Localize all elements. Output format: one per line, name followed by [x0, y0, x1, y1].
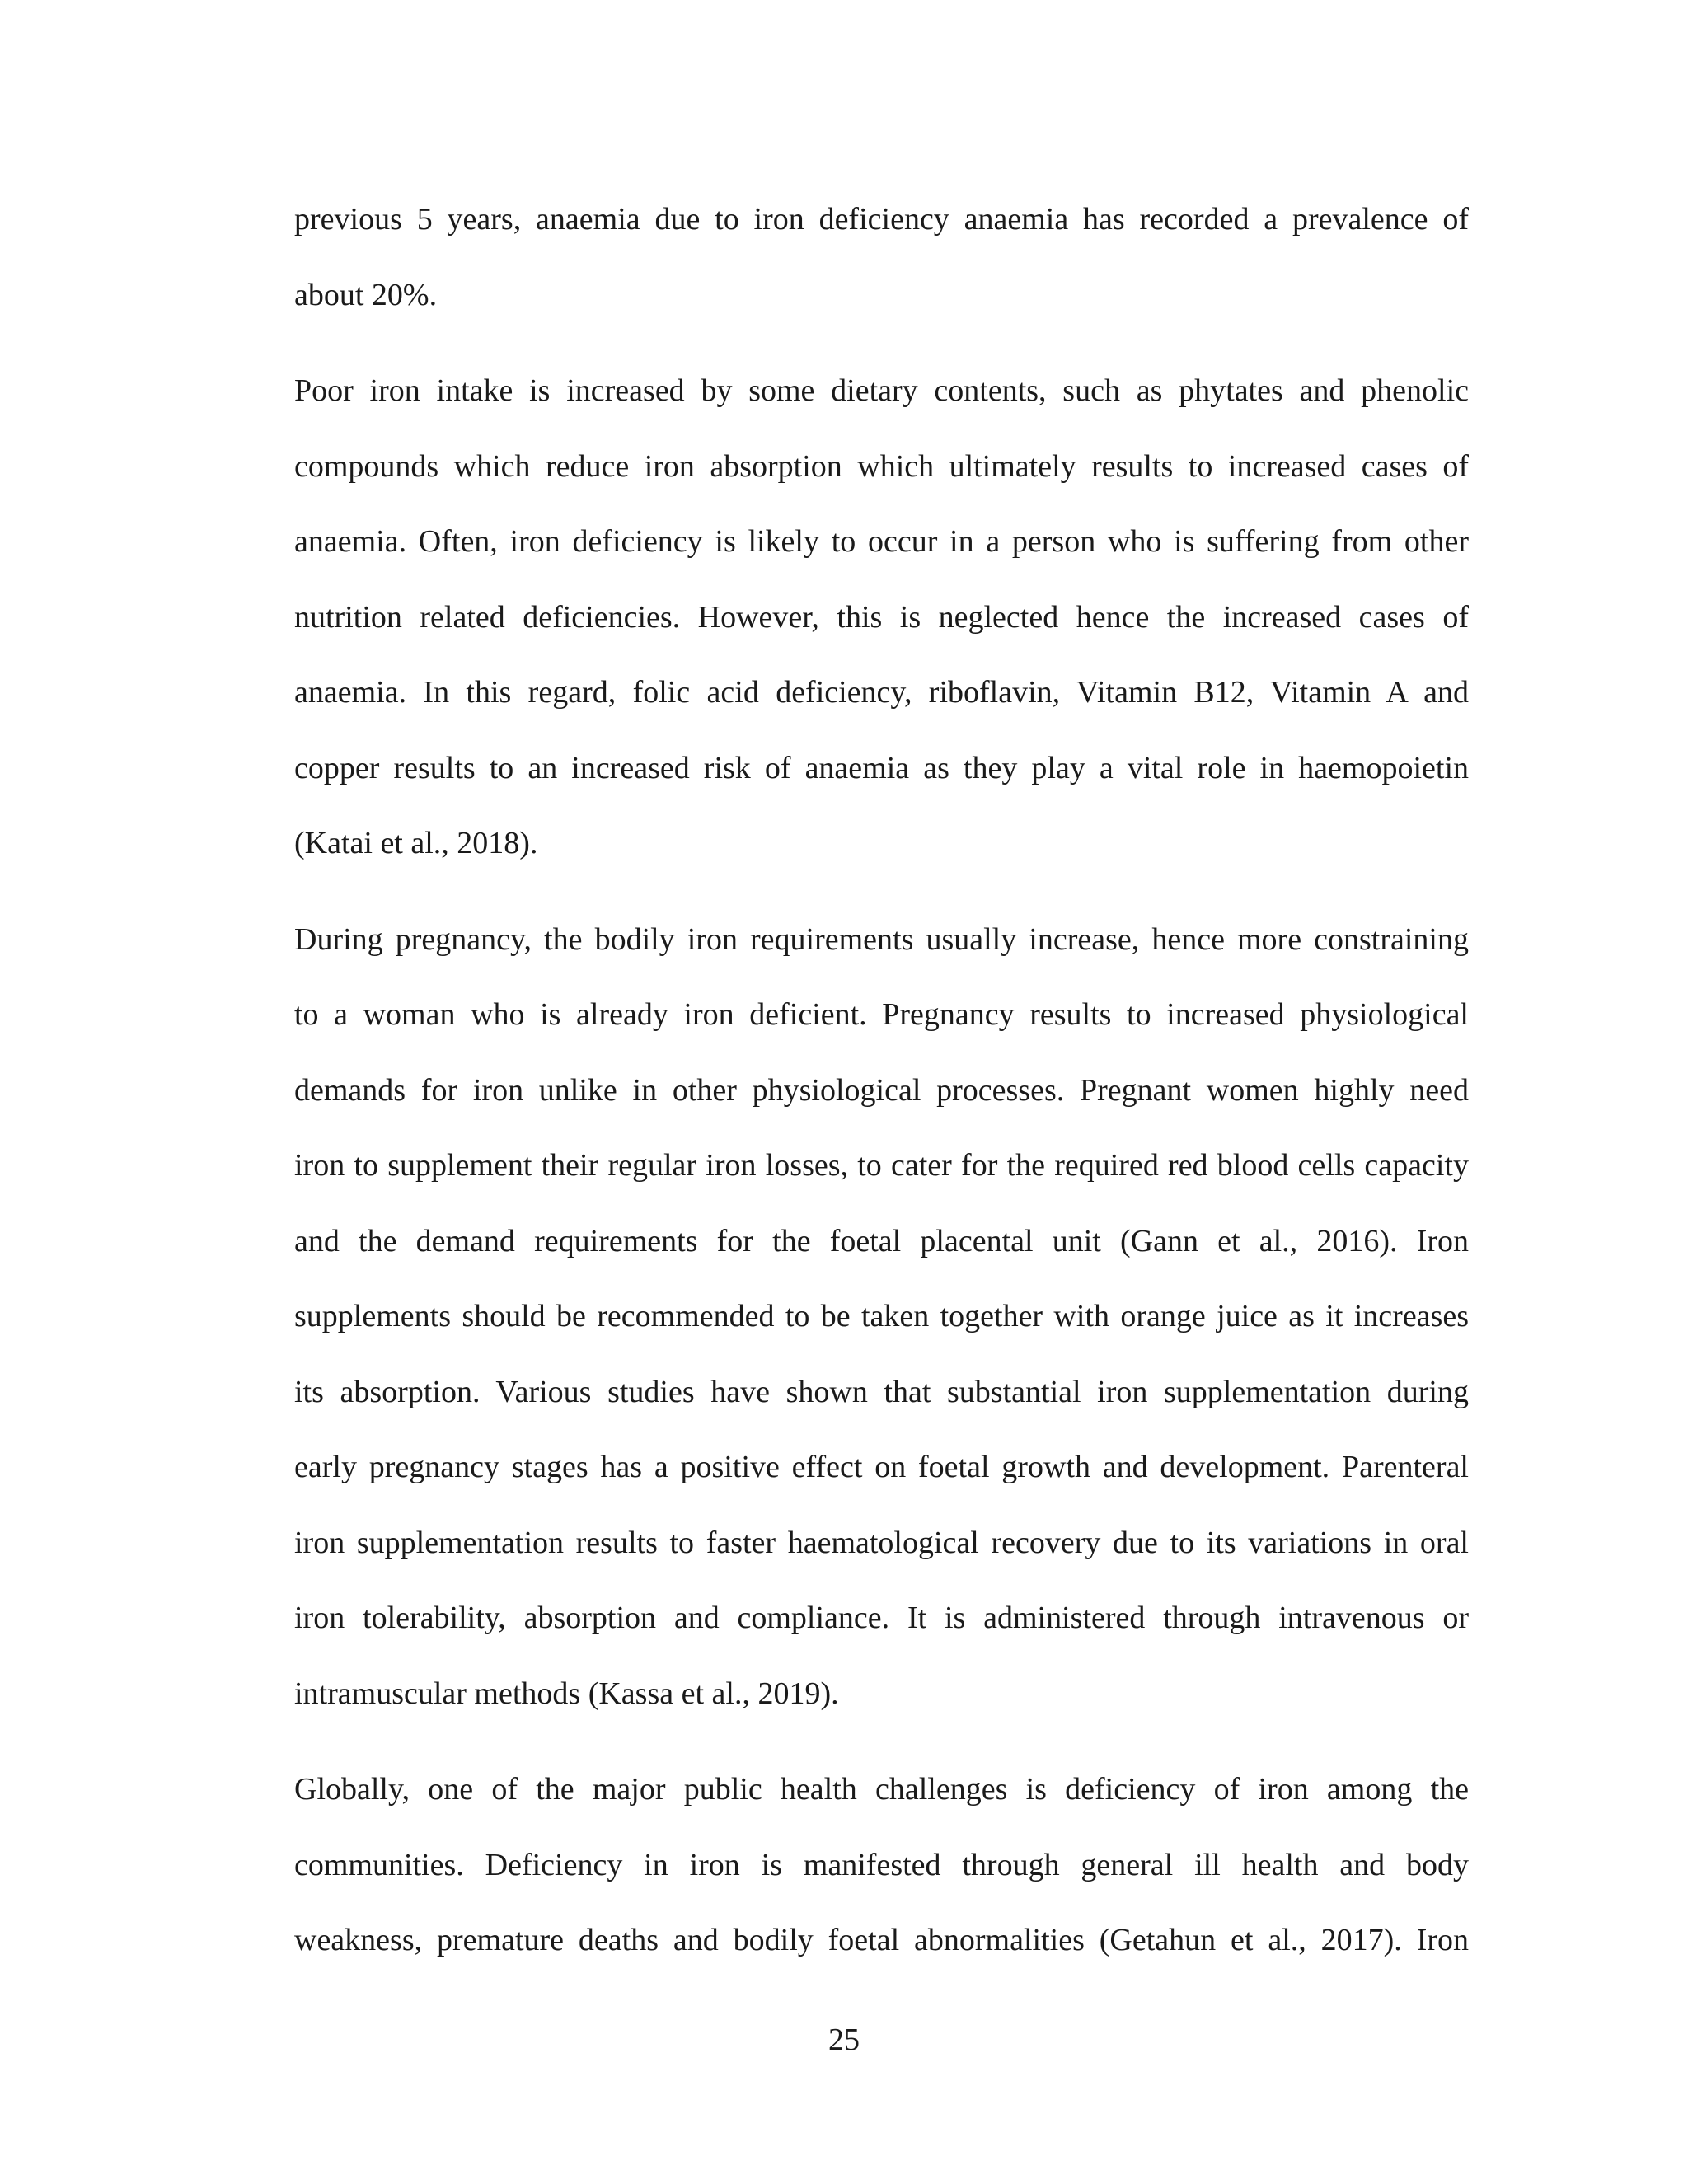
text-line: During pregnancy, the bodily iron requirements usually increase, hence more constraining	[294, 921, 1469, 957]
body-text	[294, 182, 1469, 1999]
text-line: iron to supplement their regular iron losses, to cater for the required red blood cells capacity	[294, 1148, 1469, 1183]
text-line: demands for iron unlike in other physiological processes. Pregnant women highly need	[294, 1072, 1469, 1108]
text-line: anaemia. In this regard, folic acid deficiency, riboflavin, Vitamin B12, Vitamin A and	[294, 675, 1469, 710]
text-line: iron tolerability, absorption and compliance. It is administered through intravenous or	[294, 1601, 1469, 1635]
paragraph-4	[294, 1752, 1469, 1979]
text-line: communities. Deficiency in iron is manifested through general ill health and body	[294, 1847, 1469, 1882]
text-line: its absorption. Various studies have shown that substantial iron supplementation during	[294, 1374, 1469, 1409]
paragraph-3	[294, 902, 1469, 1732]
text-line: early pregnancy stages has a positive effect on foetal growth and development. Parenteral	[294, 1450, 1469, 1484]
text-line: iron supplementation results to faster haematological recovery due to its variations in oral	[294, 1525, 1469, 1560]
text-line: supplements should be recommended to be taken together with orange juice as it increases	[294, 1299, 1469, 1333]
text-line: Poor iron intake is increased by some dietary contents, such as phytates and phenolic	[294, 373, 1469, 408]
text-line: intramuscular methods (Kassa et al., 2019).	[294, 1675, 839, 1711]
text-line: weakness, premature deaths and bodily foetal abnormalities (Getahun et al., 2017). Iron	[294, 1923, 1469, 1957]
text-line: to a woman who is already iron deficient. Pregnancy results to increased physiological	[294, 997, 1469, 1032]
paragraph-1	[294, 182, 1469, 333]
text-line: copper results to an increased risk of anaemia as they play a vital role in haemopoietin	[294, 750, 1469, 785]
text-line: nutrition related deficiencies. However, this is neglected hence the increased cases of	[294, 599, 1469, 635]
text-line: (Katai et al., 2018).	[294, 826, 538, 860]
text-line: compounds which reduce iron absorption which ultimately results to increased cases of	[294, 448, 1469, 484]
paragraph-2	[294, 354, 1469, 882]
text-line: previous 5 years, anaemia due to iron deficiency anaemia has recorded a prevalence of	[294, 202, 1469, 237]
text-line: anaemia. Often, iron deficiency is likely to occur in a person who is suffering from other	[294, 524, 1469, 559]
text-line: Globally, one of the major public health challenges is deficiency of iron among the	[294, 1772, 1469, 1807]
text-line: about 20%.	[294, 277, 438, 312]
text-line: and the demand requirements for the foetal placental unit (Gann et al., 2016). Iron	[294, 1223, 1469, 1258]
page-number: 25	[828, 2022, 860, 2057]
